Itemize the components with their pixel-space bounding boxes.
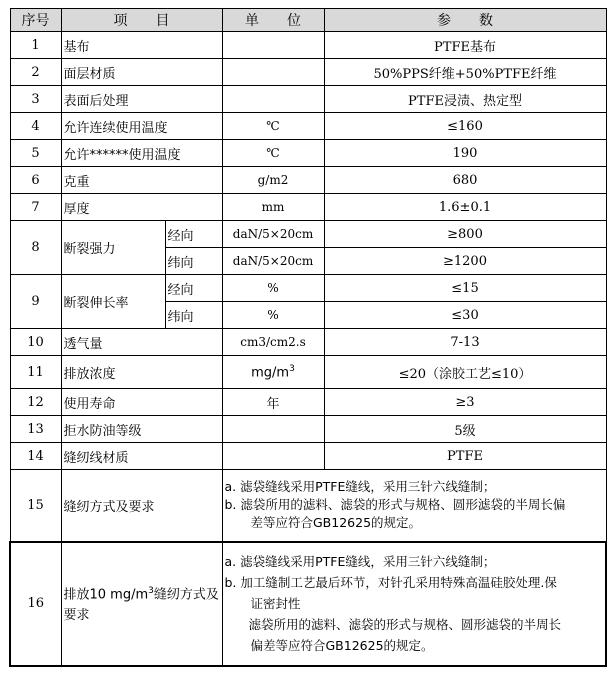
row-value: PTFE浸渍、热定型: [324, 86, 606, 113]
row-unit: cm3/cm2.s: [222, 329, 324, 356]
row-unit: daN/5×20cm: [222, 248, 324, 275]
table-row: [10, 86, 606, 113]
table-row: [10, 59, 606, 86]
row-unit: mm: [222, 194, 324, 221]
item-text-pre: 排放10 mg/m: [63, 587, 149, 603]
unit-base: mg/m: [251, 365, 290, 381]
table-row: [10, 542, 606, 666]
row-unit: daN/5×20cm: [222, 221, 324, 248]
header-unit: 单 位: [222, 9, 324, 32]
row-unit: g/m2: [222, 167, 324, 194]
row-item: 缝纫线材质: [61, 443, 222, 470]
row-value: ≥3: [324, 389, 606, 416]
row-unit: %: [222, 302, 324, 329]
table-row: [10, 32, 606, 59]
requirement-line-a: a. 滤袋缝线采用PTFE缝线，采用三针六线缝制；: [224, 479, 496, 495]
table-row: [10, 221, 606, 248]
row-unit: [222, 86, 324, 113]
row-subitem: 纬向: [165, 248, 222, 275]
row-value: ≤30: [324, 302, 606, 329]
row-no: 12: [10, 389, 61, 416]
row-value: 190: [324, 140, 606, 167]
row-value: 50%PPS纤维+50%PTFE纤维: [324, 59, 606, 86]
row-no: 4: [10, 113, 61, 140]
row-item: 使用寿命: [61, 389, 222, 416]
requirement-line-b1: b. 加工缝制工艺最后环节，对针孔采用特殊高温硅胶处理.保: [224, 575, 557, 590]
row-requirements: [222, 542, 606, 666]
row-subitem: 经向: [165, 221, 222, 248]
row-item: 允许******使用温度: [61, 140, 222, 167]
row-no: 16: [10, 542, 61, 666]
row-no: 11: [10, 356, 61, 389]
row-unit: [222, 356, 324, 389]
table-row: [10, 140, 606, 167]
table-row: [10, 356, 606, 389]
row-item: 克重: [61, 167, 222, 194]
row-no: 13: [10, 416, 61, 443]
row-value: 5级: [324, 416, 606, 443]
row-no: 10: [10, 329, 61, 356]
table-row: [10, 416, 606, 443]
table-row: [10, 443, 606, 470]
row-unit: ℃: [222, 113, 324, 140]
row-no: 6: [10, 167, 61, 194]
item-text-post: 缝纫方式及要求: [63, 587, 219, 623]
row-item: 允许连续使用温度: [61, 113, 222, 140]
table-row: [10, 275, 606, 302]
requirement-line-b2: 差等应符合GB12625的规定。: [250, 515, 422, 531]
row-item: 面层材质: [61, 59, 222, 86]
table-row: [10, 167, 606, 194]
row-subitem: 经向: [165, 275, 222, 302]
row-unit: [222, 443, 324, 470]
row-item: 缝纫方式及要求: [61, 470, 222, 542]
row-unit: [222, 32, 324, 59]
row-item: 基布: [61, 32, 222, 59]
row-unit: [222, 59, 324, 86]
row-no: 1: [10, 32, 61, 59]
row-no: 7: [10, 194, 61, 221]
table-row: [10, 389, 606, 416]
row-unit: ℃: [222, 140, 324, 167]
row-no: 3: [10, 86, 61, 113]
row-item: 透气量: [61, 329, 222, 356]
row-unit: %: [222, 275, 324, 302]
row-value: 7-13: [324, 329, 606, 356]
row-item: 厚度: [61, 194, 222, 221]
row-value: PTFE基布: [324, 32, 606, 59]
table-row: [10, 470, 606, 542]
row-value: ≤15: [324, 275, 606, 302]
row-item: 表面后处理: [61, 86, 222, 113]
unit-superscript: 3: [289, 363, 295, 374]
row-no: 5: [10, 140, 61, 167]
spec-table-container: [9, 8, 605, 667]
header-item: 项 目: [61, 9, 222, 32]
row-value: ≥800: [324, 221, 606, 248]
row-item: 断裂强力: [61, 221, 165, 275]
row-unit: 年: [222, 389, 324, 416]
table-row: [10, 194, 606, 221]
requirement-line-b2: 证密封性: [250, 596, 301, 611]
row-item: 拒水防油等级: [61, 416, 222, 443]
row-no: 14: [10, 443, 61, 470]
row-value: ≥1200: [324, 248, 606, 275]
header-no: 序号: [10, 9, 61, 32]
table-header-row: [10, 9, 606, 32]
row-subitem: 纬向: [165, 302, 222, 329]
requirement-line-c1: 滤袋所用的滤料、滤袋的形式与规格、圆形滤袋的半周长: [248, 617, 562, 632]
row-value: 680: [324, 167, 606, 194]
row-item: [61, 542, 222, 666]
table-row: [10, 329, 606, 356]
row-item: 排放浓度: [61, 356, 222, 389]
row-no: 15: [10, 470, 61, 542]
row-value: PTFE: [324, 443, 606, 470]
requirement-line-c2: 偏差等应符合GB12625的规定。: [250, 638, 434, 653]
row-value: 1.6±0.1: [324, 194, 606, 221]
spec-table: [9, 8, 607, 667]
row-no: 9: [10, 275, 61, 329]
row-no: 2: [10, 59, 61, 86]
row-value: ≤160: [324, 113, 606, 140]
row-value: ≤20（涂胶工艺≤10）: [324, 356, 606, 389]
row-unit: [222, 416, 324, 443]
row-item: 断裂伸长率: [61, 275, 165, 329]
header-param: 参 数: [324, 9, 606, 32]
table-row: [10, 113, 606, 140]
row-no: 8: [10, 221, 61, 275]
requirement-line-a: a. 滤袋缝线采用PTFE缝线，采用三针六线缝制；: [224, 554, 496, 569]
row-requirements: [222, 470, 606, 542]
requirement-line-b1: b. 滤袋所用的滤料、滤袋的形式与规格、圆形滤袋的半周长偏: [224, 497, 566, 513]
item-superscript: 3: [148, 586, 154, 597]
